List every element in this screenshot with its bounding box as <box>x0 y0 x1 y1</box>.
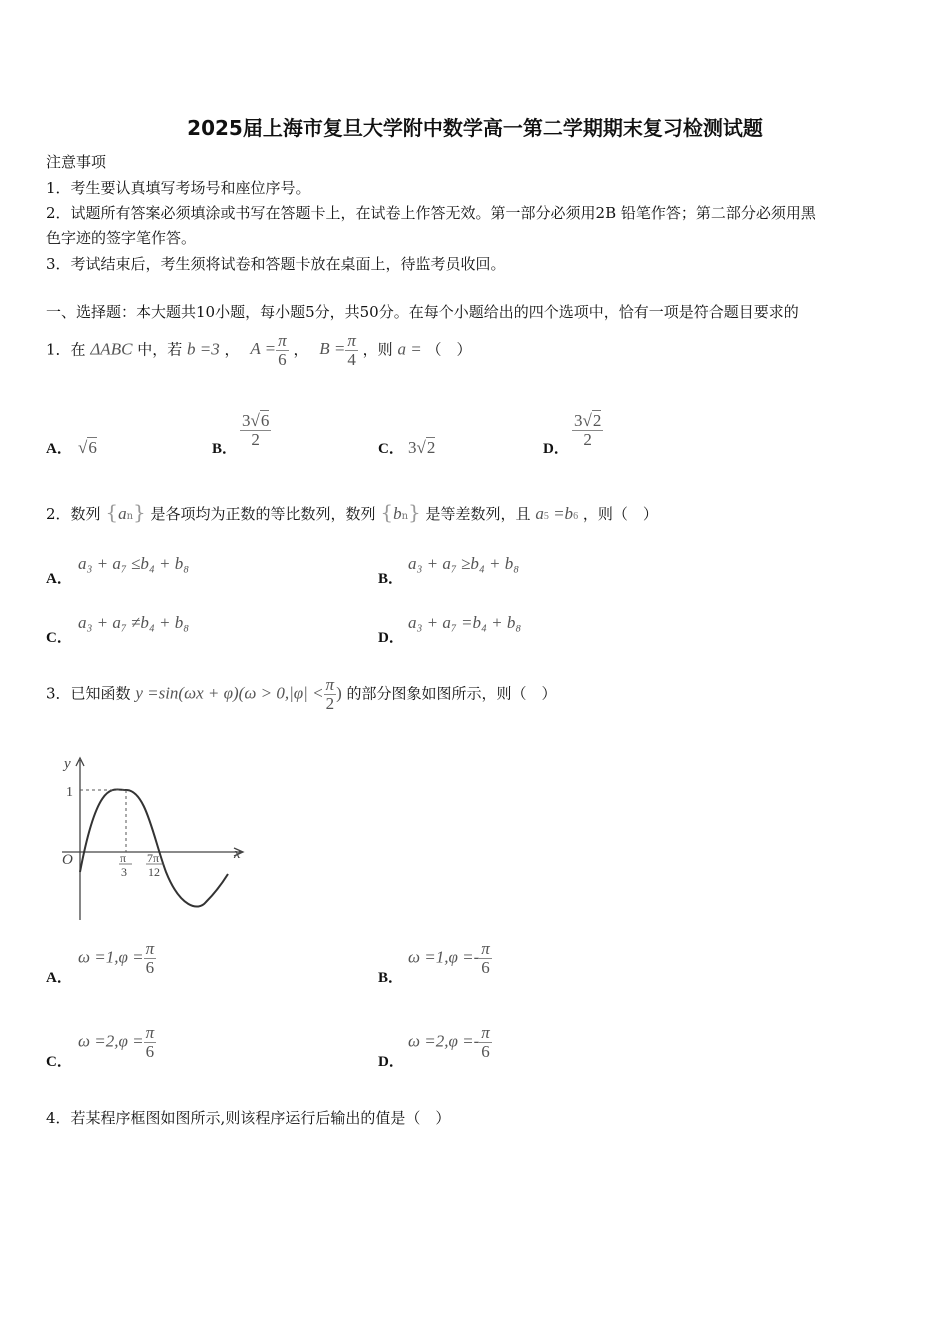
q3-close: ) <box>336 683 342 703</box>
q3-option-d-value: ω =2,φ =- $\frac{\pi}{6}$ <box>408 1023 490 1061</box>
q3-frac-num: π <box>325 675 335 694</box>
q1-A-num: π <box>278 331 287 350</box>
q2-option-b-label[interactable]: B． <box>378 571 404 587</box>
question-3 <box>46 676 557 713</box>
q1-text1: 中，若 <box>137 340 183 359</box>
q2-option-a-label[interactable]: A． <box>46 571 72 587</box>
q3-option-a-label[interactable]: A． <box>46 970 72 986</box>
graph-tick2-den: 12 <box>148 865 160 879</box>
q2-option-d-value: a₃ + a₇ =b₄ + b₈ <box>408 613 522 632</box>
graph-y-label: y <box>64 756 71 772</box>
q1-option-a-value: √6 <box>78 438 97 457</box>
section-heading: 一、选择题：本大题共10小题，每小题5分，共50分。在每个小题给出的四个选项中，恰有一项是符合题目要求的 <box>46 303 799 321</box>
graph-tick2-num: 7π <box>147 851 160 865</box>
q1-option-d-num: 3√2 <box>574 411 602 430</box>
graph-origin: O <box>62 852 73 868</box>
q1-B: B = <box>319 339 346 359</box>
q1-option-b-den: 2 <box>251 429 260 449</box>
q1-triangle: ΔABC <box>90 339 133 359</box>
q1-b: b =3 <box>187 339 220 359</box>
q2-num: 2．数列 <box>46 505 101 523</box>
graph-tick1-den: 3 <box>121 865 127 879</box>
q3-sine-graph <box>58 752 258 927</box>
q3-option-b-label[interactable]: B． <box>378 970 404 986</box>
q1-option-b-label[interactable]: B． <box>212 441 238 457</box>
question-1 <box>46 332 471 369</box>
graph-x-label: x <box>234 846 241 862</box>
q2-option-b-value: a₃ + a₇ ≥b₄ + b₈ <box>408 554 520 573</box>
q1-text2: ，则 <box>362 340 393 359</box>
q1-A: A = <box>250 339 277 359</box>
q1-B-frac <box>345 332 358 369</box>
q3-frac <box>324 676 337 713</box>
q3-function: y =sin(ωx + φ)(ω > 0,|φ| < <box>135 683 324 703</box>
q2-text1: 是各项均为正数的等比数列，数列 <box>150 505 376 523</box>
q3-option-b-value: ω =1,φ =- $\frac{\pi}{6}$ <box>408 939 490 977</box>
q1-text3: （ ） <box>426 340 472 359</box>
graph-one-label: 1 <box>66 785 73 800</box>
q3-option-d-label[interactable]: D． <box>378 1054 404 1070</box>
notice-item-3: 3．考试结束后，考生须将试卷和答题卡放在桌面上，待监考员收回。 <box>46 255 506 273</box>
notice-heading: 注意事项 <box>46 153 107 171</box>
q2-an: {an} <box>105 500 146 524</box>
q2-condition: a5 =b6 <box>535 504 579 523</box>
q1-num: 1．在 <box>46 340 86 359</box>
graph-curve <box>80 789 228 906</box>
q2-option-d-label[interactable]: D． <box>378 630 404 646</box>
q1-comma1: ， <box>224 340 240 359</box>
q1-option-b-value <box>240 412 271 449</box>
q3-num: 3．已知函数 <box>46 684 131 703</box>
q2-text2: 是等差数列，且 <box>425 505 531 523</box>
q1-option-d-den: 2 <box>583 429 592 449</box>
graph-tick1-num: π <box>120 851 127 865</box>
q1-option-c-value: 3√2 <box>408 438 436 457</box>
q1-option-d-label[interactable]: D． <box>543 441 569 457</box>
q1-B-num: π <box>347 331 356 350</box>
q3-option-c-value: ω =2,φ = $\frac{\pi}{6}$ <box>78 1023 155 1061</box>
q2-option-c-label[interactable]: C． <box>46 630 72 646</box>
notice-item-2-cont: 色字迹的签字笔作答。 <box>46 229 197 247</box>
q2-option-c-value: a₃ + a₇ ≠b₄ + b₈ <box>78 613 190 632</box>
page-title: 2025届上海市复旦大学附中数学高一第二学期期末复习检测试题 <box>187 116 763 140</box>
notice-item-1: 1．考生要认真填写考场号和座位序号。 <box>46 179 311 197</box>
question-4: 4．若某程序框图如图所示,则该程序运行后输出的值是（ ） <box>46 1109 451 1127</box>
q1-comma2: ， <box>293 340 309 359</box>
q3-option-a-value: ω =1,φ = $\frac{\pi}{6}$ <box>78 939 155 977</box>
q2-text3: ，则（ ） <box>582 505 658 523</box>
notice-item-2: 2．试题所有答案必须填涂或书写在答题卡上，在试卷上作答无效。第一部分必须用2B 铅笔作答；第二部分必须用黑 <box>46 204 816 222</box>
q1-B-den: 4 <box>347 349 356 369</box>
q1-option-b-num: 3√6 <box>242 411 270 430</box>
q1-A-den: 6 <box>278 349 287 369</box>
q1-a: a = <box>397 339 422 359</box>
q1-option-d-value <box>572 412 603 449</box>
graph-axes <box>62 758 243 920</box>
q3-text1: 的部分图象如图所示，则（ ） <box>346 684 557 703</box>
q2-option-a-value: a₃ + a₇ ≤b₄ + b₈ <box>78 554 190 573</box>
q1-A-frac <box>276 332 289 369</box>
q2-bn: {bn} <box>380 500 421 524</box>
q3-option-c-label[interactable]: C． <box>46 1054 72 1070</box>
q3-frac-den: 2 <box>325 693 335 713</box>
q1-option-c-label[interactable]: C． <box>378 441 404 457</box>
q1-option-a-label[interactable]: A． <box>46 441 72 457</box>
question-2 <box>46 500 658 524</box>
